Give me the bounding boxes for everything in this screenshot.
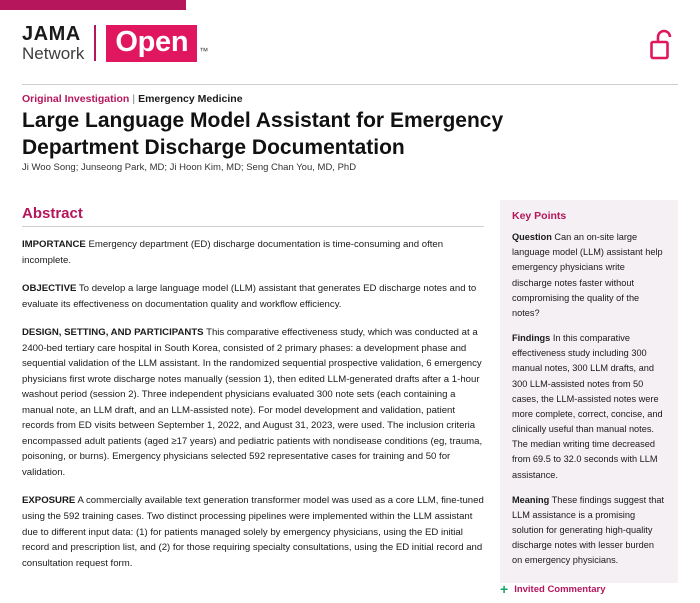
article-type-line: [22, 93, 243, 105]
open-lock-icon[interactable]: [650, 28, 676, 65]
top-accent-bar: [0, 0, 186, 10]
logo-divider: [94, 25, 96, 61]
key-point-text: These findings suggest that LLM assistance is a promising solution for generating high-quality discharge notes with lesser burden on emergency physicians.: [512, 494, 665, 566]
network-word: Network: [22, 44, 85, 63]
key-point-item: [512, 493, 666, 569]
abstract-label: EXPOSURE: [22, 495, 76, 507]
abstract-label: OBJECTIVE: [22, 283, 77, 295]
jama-network-open-logo[interactable]: [22, 24, 208, 62]
key-point-text: In this comparative effectiveness study including 300 manual notes, 300 LLM drafts, and 300 LLM-assisted notes from 50 cases, the LLM-assisted notes were more complete, correct, concise, and clinically useful than manual notes. The median writing time decreased from 69.5 to 32.0 seconds with LLM assistance.: [512, 333, 663, 480]
header-divider: [22, 84, 678, 85]
abstract-heading: Abstract: [22, 205, 83, 222]
jama-network-wordmark: [22, 24, 94, 62]
page-title: Large Language Model Assistant for Emergency Department Discharge Documentation: [22, 109, 504, 159]
key-point-label: Findings: [512, 333, 551, 344]
plus-icon: +: [500, 581, 509, 597]
author-list[interactable]: Ji Woo Song; Junseong Park, MD; Ji Hoon Kim, MD; Seng Chan You, MD, PhD: [22, 162, 357, 173]
abstract-text: A commercially available text generation transformer model was used as a core LLM, fine-tuned using the 592 training cases. Two distinct processing pipelines were implemented within the LLM assistant due to different input data: (1) for patients managed solely by emergency physicians, using the ED initial record and prescription list, and (2) for those requiring specialty consultations, using the ED initial record and consultation request form.: [22, 495, 484, 569]
invited-commentary-label: Invited Commentary: [514, 583, 606, 595]
invited-commentary-link[interactable]: [500, 582, 606, 596]
abstract-paragraph: [22, 281, 484, 312]
abstract-label: DESIGN, SETTING, AND PARTICIPANTS: [22, 327, 204, 339]
open-word: Open: [106, 25, 197, 62]
key-point-item: [512, 230, 666, 321]
abstract-text: To develop a large language model (LLM) assistant that generates ED discharge notes and to evaluate its effectiveness on documentation quality and workflow efficiency.: [22, 283, 477, 310]
trademark-symbol: ™: [199, 46, 209, 56]
article-type-separator: |: [132, 93, 136, 105]
key-point-text: Can an on-site large language model (LLM) assistant help emergency physicians write discharge notes faster without compromising the quality of the notes?: [512, 232, 663, 318]
abstract-paragraph: [22, 237, 484, 268]
article-type-label[interactable]: Original Investigation: [22, 93, 130, 105]
key-points-box: [500, 200, 678, 583]
abstract-paragraph: [22, 325, 484, 480]
key-point-item: [512, 331, 666, 483]
key-point-label: Question: [512, 232, 552, 242]
abstract-divider: [22, 226, 484, 227]
key-point-label: Meaning: [512, 494, 550, 505]
abstract-section: [22, 205, 484, 584]
jama-word: JAMA: [22, 23, 81, 45]
key-points-title: Key Points: [512, 210, 567, 222]
abstract-label: IMPORTANCE: [22, 239, 86, 250]
abstract-text: Emergency department (ED) discharge documentation is time-consuming and often incomplete.: [22, 239, 444, 266]
abstract-paragraph: [22, 493, 484, 571]
article-category-label[interactable]: Emergency Medicine: [138, 93, 243, 105]
abstract-text: This comparative effectiveness study, which was conducted at a 2400-bed tertiary care hospital in South Korea, consisted of 2 primary phases: a development phase and sequential validation of the LLM assistant. In the randomized sequential prospective validation, 6 emergency physicians first wrote discharge notes manually (session 1), then edited LLM-generated drafts after a 1-hour washout period (session 2). Three independent physicians evaluated 300 note sets (each containing a manual note, an LLM draft, and an LLM-assisted note). For model development and validation, patient records from ED visits between September 1, 2022, and August 31, 2023, were used. The inclusion criteria encompassed adult patients (aged ≥17 years) and pediatric patients with nondisease conditions (eg, trauma, poisoning, or burns). Emergency physicians selected 592 representative cases for training and 50 for validation.: [22, 327, 483, 478]
